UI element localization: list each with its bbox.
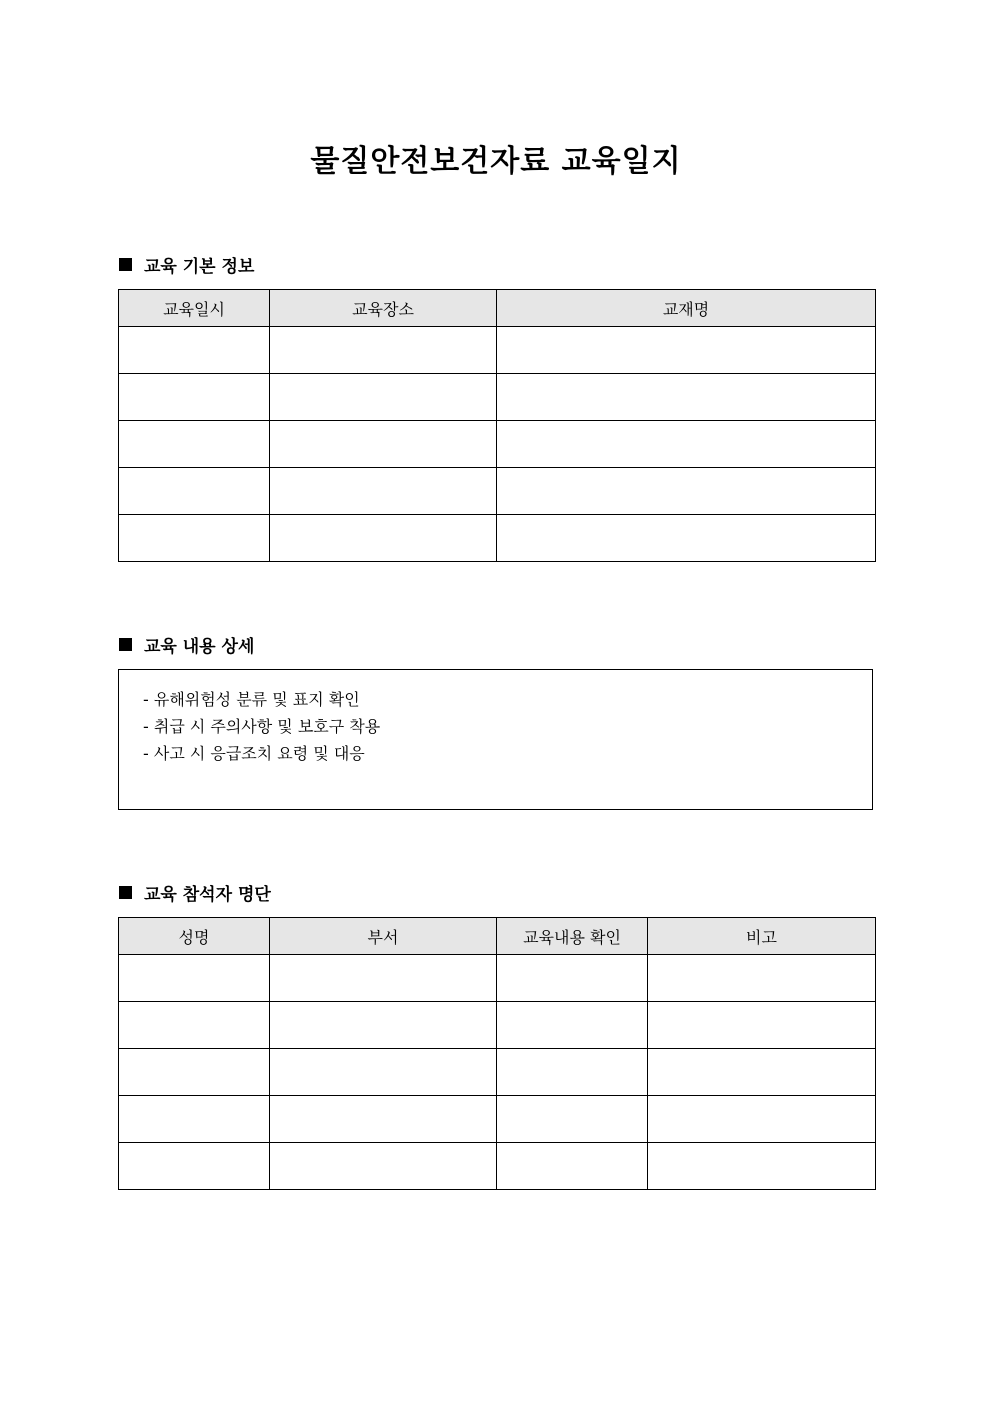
table-header-row xyxy=(119,918,876,955)
table-cell[interactable] xyxy=(648,1096,876,1143)
content-list xyxy=(119,670,872,767)
table-cell[interactable] xyxy=(270,1096,497,1143)
table-cell[interactable] xyxy=(270,327,497,374)
table-row xyxy=(119,1049,876,1096)
table-cell[interactable] xyxy=(270,515,497,562)
table-cell[interactable] xyxy=(119,374,270,421)
section-attendees-heading xyxy=(119,880,271,904)
table-row xyxy=(119,1002,876,1049)
table-cell[interactable] xyxy=(648,1143,876,1190)
column-header-name: 성명 xyxy=(119,918,270,955)
column-header-date: 교육일시 xyxy=(119,290,270,327)
square-bullet-icon xyxy=(119,638,132,651)
section-content-label: 교육 내용 상세 xyxy=(144,636,255,657)
table-cell[interactable] xyxy=(497,955,648,1002)
table-cell[interactable] xyxy=(270,374,497,421)
table-cell[interactable] xyxy=(119,1049,270,1096)
table-row xyxy=(119,515,876,562)
table-cell[interactable] xyxy=(119,515,270,562)
table-cell[interactable] xyxy=(648,955,876,1002)
attendees-table xyxy=(118,917,876,1190)
table-cell[interactable] xyxy=(119,468,270,515)
section-basic-info-label: 교육 기본 정보 xyxy=(144,256,255,277)
document-title: 물질안전보건자료 교육일지 xyxy=(310,144,682,179)
table-row xyxy=(119,1143,876,1190)
table-row xyxy=(119,1096,876,1143)
table-row xyxy=(119,421,876,468)
section-attendees-label: 교육 참석자 명단 xyxy=(144,884,271,905)
table-row xyxy=(119,468,876,515)
column-header-department: 부서 xyxy=(270,918,497,955)
table-cell[interactable] xyxy=(119,421,270,468)
section-basic-info-heading xyxy=(119,252,254,276)
table-cell[interactable] xyxy=(270,1002,497,1049)
table-header-row xyxy=(119,290,876,327)
table-cell[interactable] xyxy=(119,327,270,374)
table-cell[interactable] xyxy=(497,327,876,374)
square-bullet-icon xyxy=(119,886,132,899)
table-cell[interactable] xyxy=(119,1096,270,1143)
section-content-heading xyxy=(119,632,254,656)
table-row xyxy=(119,327,876,374)
table-cell[interactable] xyxy=(119,955,270,1002)
square-bullet-icon xyxy=(119,258,132,271)
table-cell[interactable] xyxy=(497,468,876,515)
list-item: - 취급 시 주의사항 및 보호구 착용 xyxy=(143,717,381,736)
table-cell[interactable] xyxy=(497,515,876,562)
basic-info-table xyxy=(118,289,876,562)
table-row xyxy=(119,374,876,421)
table-cell[interactable] xyxy=(497,374,876,421)
table-cell[interactable] xyxy=(270,955,497,1002)
table-cell[interactable] xyxy=(270,421,497,468)
table-row xyxy=(119,955,876,1002)
column-header-confirmation: 교육내용 확인 xyxy=(497,918,648,955)
table-cell[interactable] xyxy=(648,1002,876,1049)
table-cell[interactable] xyxy=(648,1049,876,1096)
table-cell[interactable] xyxy=(497,1002,648,1049)
table-cell[interactable] xyxy=(119,1002,270,1049)
list-item: - 사고 시 응급조치 요령 및 대응 xyxy=(143,744,365,763)
table-cell[interactable] xyxy=(497,1096,648,1143)
table-cell[interactable] xyxy=(497,1143,648,1190)
table-cell[interactable] xyxy=(497,421,876,468)
list-item: - 유해위험성 분류 및 표지 확인 xyxy=(143,690,360,709)
column-header-location: 교육장소 xyxy=(270,290,497,327)
table-cell[interactable] xyxy=(119,1143,270,1190)
table-cell[interactable] xyxy=(270,468,497,515)
column-header-material: 교재명 xyxy=(497,290,876,327)
table-cell[interactable] xyxy=(270,1049,497,1096)
table-cell[interactable] xyxy=(497,1049,648,1096)
table-cell[interactable] xyxy=(270,1143,497,1190)
content-detail-box xyxy=(118,669,873,810)
column-header-remarks: 비고 xyxy=(648,918,876,955)
